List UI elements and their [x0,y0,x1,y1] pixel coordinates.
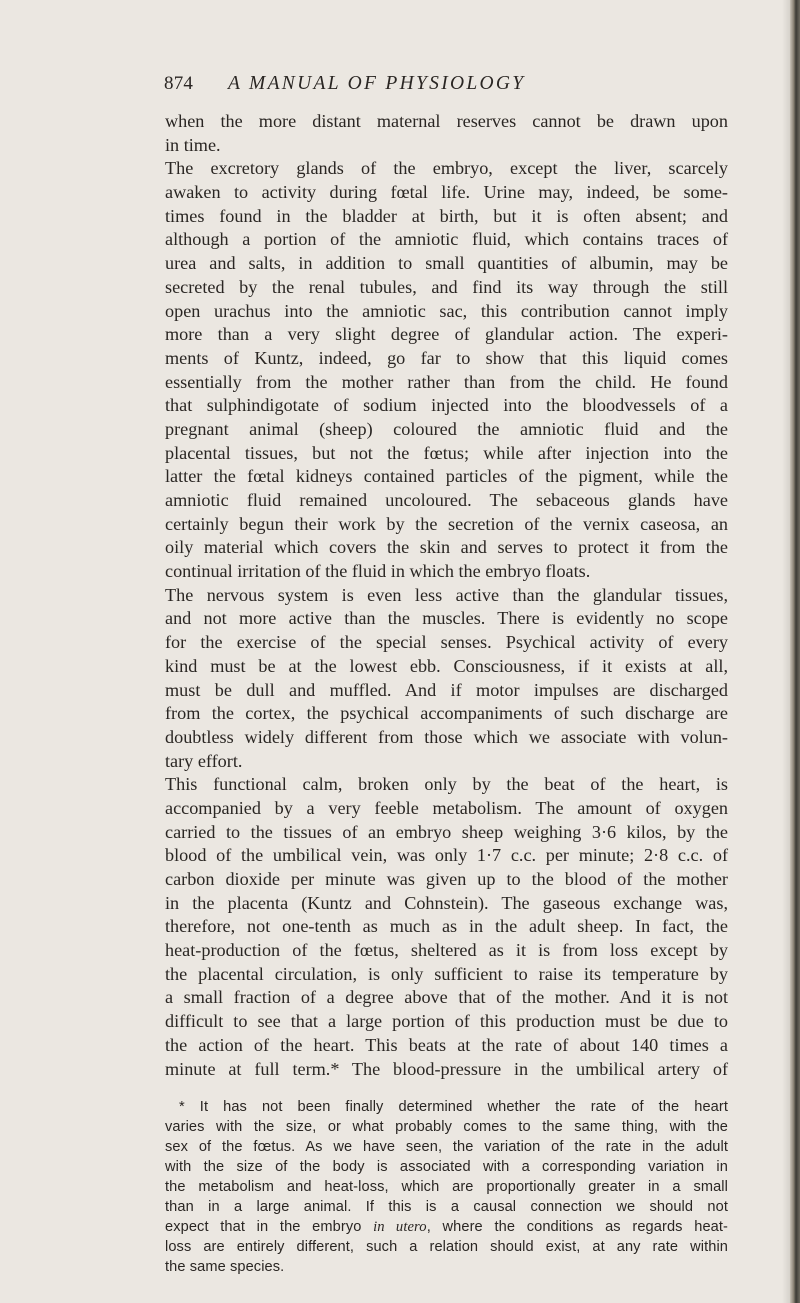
body-line: the action of the heart. This beats at the rate of about 140 times a [165,1034,728,1055]
body-line: that sulphindigotate of sodium injected into the bloodvessels of a [165,395,728,416]
body-line: heat-production of the fœtus, sheltered as it is from loss except by [165,940,728,961]
running-head: A MANUAL OF PHYSIOLOGY [228,73,526,94]
body-line: placental tissues, but not the fœtus; while after injection into the [165,442,728,463]
footnote-line: sex of the fœtus. As we have seen, the variation of the rate in the adult [165,1139,728,1155]
body-line: when the more distant maternal reserves cannot be drawn upon [165,111,728,131]
body-text [165,110,728,1081]
body-line: ments of Kuntz, indeed, go far to show that this liquid comes [165,347,728,368]
body-line: pregnant animal (sheep) coloured the amniotic fluid and the [165,418,728,439]
body-line: oily material which covers the skin and serves to protect it from the [165,537,728,558]
footnote-line: * It has not been finally determined whether the rate of the heart [179,1099,728,1115]
body-line: urea and salts, in addition to small quantities of albumin, may be [165,253,728,274]
body-line: in the placenta (Kuntz and Cohnstein). The gaseous exchange was, [165,892,728,913]
body-line: from the cortex, the psychical accompaniments of such discharge are [165,703,728,724]
body-line: tary effort. [165,750,243,771]
page-number: 874 [164,73,194,94]
footnote-text: expect that in the embryo [165,1219,374,1235]
footnote-line: than in a large animal. If this is a causal connection we should not [165,1199,728,1215]
footnote-italic: in utero [373,1219,427,1235]
body-line: doubtless widely different from those which we associate with volun- [165,726,728,747]
body-line: accompanied by a very feeble metabolism. The amount of oxygen [165,797,728,818]
footnote-line: the metabolism and heat-loss, which are proportionally greater in a small [165,1179,728,1195]
body-line: carbon dioxide per minute was given up to the blood of the mother [165,869,728,889]
footnote-line: the same species. [165,1259,285,1275]
footnote [165,1097,728,1277]
body-line: must be dull and muffled. And if motor impulses are discharged [165,679,728,700]
body-line: for the exercise of the special senses. Psychical activity of every [165,632,728,653]
body-line: a small fraction of a degree above that of the mother. And it is not [165,987,728,1008]
body-line: although a portion of the amniotic fluid, which contains traces of [165,229,728,250]
body-line: The excretory glands of the embryo, except the liver, scarcely [165,158,728,179]
footnote-text: , where the conditions as regards heat- [426,1219,728,1235]
body-line: in time. [165,134,221,155]
body-line: open urachus into the amniotic sac, this contribution cannot imply [165,300,728,321]
body-line: secreted by the renal tubules, and find its way through the still [165,276,728,297]
footnote-line: with the size of the body is associated with a corresponding variation in [165,1159,728,1175]
footnote-line: loss are entirely different, such a relation should exist, at any rate within [165,1239,728,1255]
body-line: kind must be at the lowest ebb. Consciousness, if it exists at all, [165,655,728,676]
body-line: The nervous system is even less active than the glandular tissues, [165,584,728,605]
body-line: and not more active than the muscles. There is evidently no scope [165,608,728,629]
page-edge-shadow [782,0,790,1303]
body-line: more than a very slight degree of glandular action. The experi- [165,324,728,345]
footnote-line [165,1217,728,1237]
body-line: This functional calm, broken only by the beat of the heart, is [165,774,728,795]
body-line: minute at full term.* The blood-pressure in the umbilical artery of [165,1058,728,1079]
body-line: the placental circulation, is only sufficient to raise its temperature by [165,963,728,984]
body-line: certainly begun their work by the secretion of the vernix caseosa, an [165,513,728,534]
body-line: latter the fœtal kidneys contained particles of the pigment, while the [165,466,728,487]
body-line: blood of the umbilical vein, was only 1·7 c.c. per minute; 2·8 c.c. of [165,845,728,866]
footnote-line: varies with the size, or what probably comes to the same thing, with the [165,1119,728,1135]
body-line: carried to the tissues of an embryo sheep weighing 3·6 kilos, by the [165,821,728,842]
page-header [164,73,764,103]
body-line: times found in the bladder at birth, but it is often absent; and [165,205,728,226]
body-line: therefore, not one-tenth as much as in the adult sheep. In fact, the [165,916,728,937]
body-line: continual irritation of the fluid in which the embryo floats. [165,561,591,582]
body-line: amniotic fluid remained uncoloured. The sebaceous glands have [165,490,728,510]
body-line: difficult to see that a large portion of this production must be due to [165,1011,728,1032]
book-spine-edge [790,0,800,1303]
body-line: awaken to activity during fœtal life. Urine may, indeed, be some- [165,182,728,203]
body-line: essentially from the mother rather than from the child. He found [165,371,728,392]
